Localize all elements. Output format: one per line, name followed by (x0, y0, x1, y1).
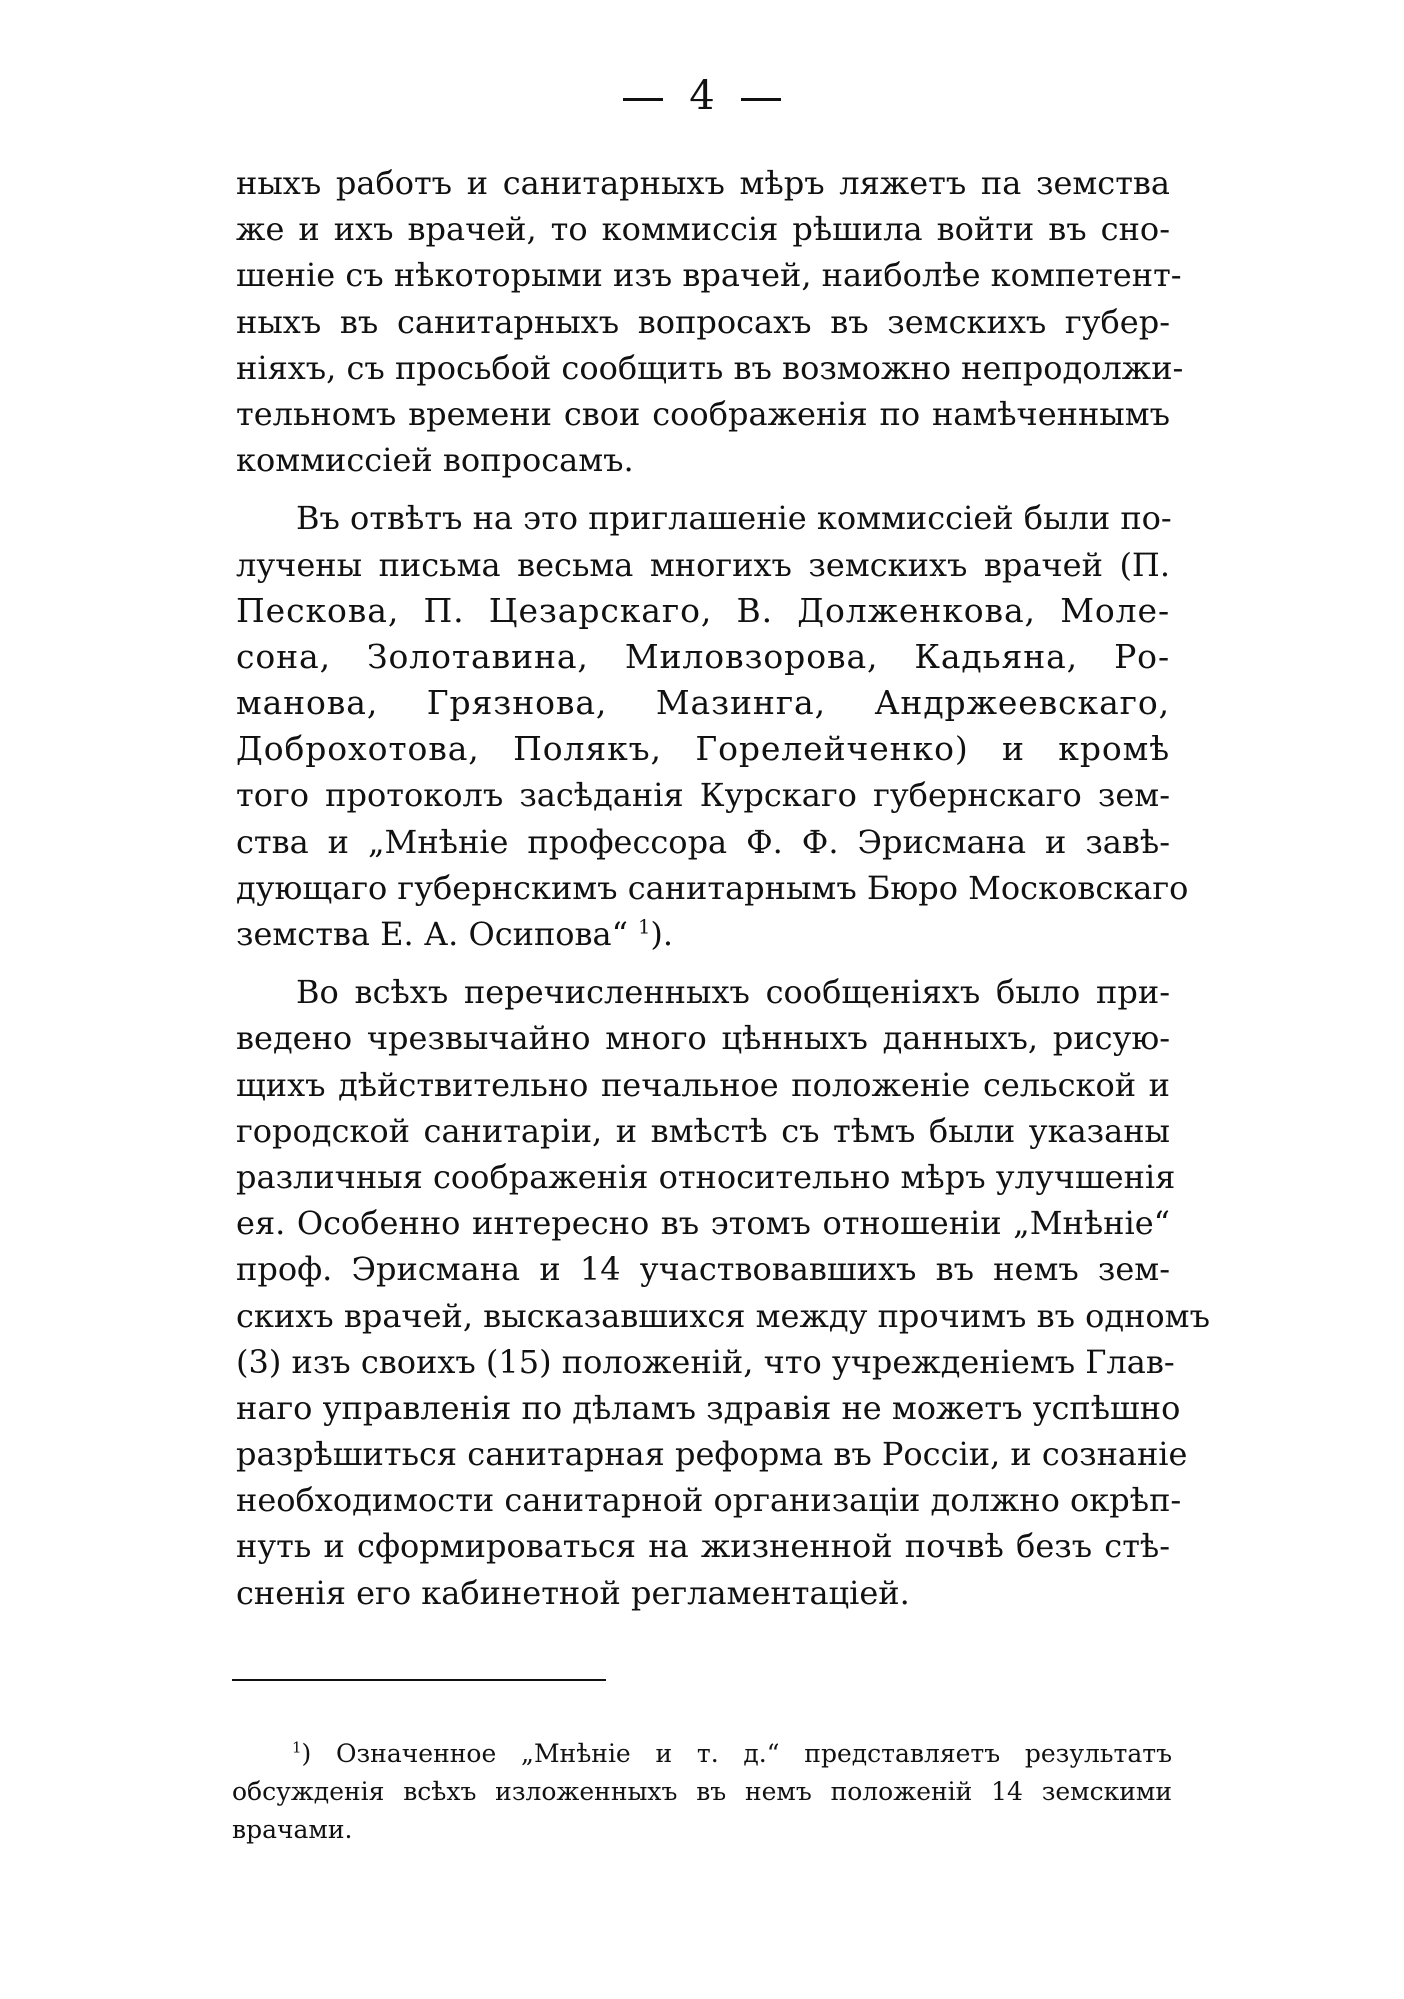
page-number-value: 4 (689, 73, 715, 119)
text-line-with-footnote-ref (236, 911, 1170, 957)
text-line: Въ отвѣтъ на это приглашеніе коммиссіей были по- (296, 499, 1172, 538)
page-number-dash-left (623, 98, 663, 101)
text-line: сненія его кабинетной регламентаціей. (236, 1573, 910, 1612)
text-line: Во всѣхъ перечисленныхъ сообщеніяхъ было при- (296, 973, 1170, 1012)
text-line: ніяхъ, съ просьбой сообщить въ возможно непродолжи- (236, 348, 1184, 387)
text-line: ныхъ въ санитарныхъ вопросахъ въ земскихъ губер- (236, 302, 1170, 341)
text-line: шеніе съ нѣкоторыми изъ врачей, наиболѣе компетент- (236, 256, 1182, 295)
text-line: сона, Золотавина, Миловзорова, Кадьяна, Ро- (236, 636, 1170, 676)
text-line: ства и „Мнѣніе профессора Ф. Ф. Эрисмана и завѣ- (236, 822, 1170, 861)
footnote-divider (232, 1679, 606, 1681)
text-line: Доброхотова, Полякъ, Горелейченко) и кромѣ (236, 729, 1170, 769)
page-number-dash-right (741, 98, 781, 101)
footnote-line: обсужденія всѣхъ изложенныхъ въ немъ положеній 14 земскими (232, 1777, 1172, 1806)
text-line: коммиссіей вопросамъ. (236, 441, 634, 480)
paragraph (236, 495, 1189, 957)
text-line: наго управленія по дѣламъ здравія не можетъ успѣшно (236, 1388, 1181, 1427)
text-line: Пескова, П. Цезарскаго, В. Долженкова, Моле- (236, 590, 1170, 630)
text-line: проф. Эрисмана и 14 участвовавшихъ въ немъ зем- (236, 1250, 1170, 1289)
text-line: же и ихъ врачей, то коммиссія рѣшила войти въ сно- (236, 210, 1170, 249)
footnote-line (232, 1735, 1172, 1773)
text-line: скихъ врачей, высказавшихся между прочимъ въ одномъ (236, 1296, 1210, 1335)
text-line: ныхъ работъ и санитарныхъ мѣръ ляжетъ па земства (236, 164, 1170, 202)
text-line: нуть и сформироваться на жизненной почвѣ безъ стѣ- (236, 1527, 1170, 1566)
text-line: необходимости санитарной организаціи должно окрѣп- (236, 1481, 1182, 1520)
footnote-line: врачами. (232, 1815, 353, 1844)
text-line: ведено чрезвычайно много цѣнныхъ данныхъ, рисую- (236, 1019, 1170, 1058)
paragraph (236, 160, 1184, 483)
text-line: различныя соображенія относительно мѣръ улучшенія (236, 1157, 1176, 1196)
footnote (232, 1735, 1172, 1849)
page-number (0, 72, 1404, 120)
text-line: манова, Грязнова, Мазинга, Андржеевскаго, (236, 683, 1170, 723)
line-suffix: ). (650, 915, 674, 953)
text-line: дующаго губернскимъ санитарнымъ Бюро Московскаго (236, 868, 1189, 907)
text-line: тельномъ времени свои соображенія по намѣченнымъ (236, 394, 1170, 433)
text-line: городской санитаріи, и вмѣстѣ съ тѣмъ были указаны (236, 1111, 1170, 1150)
footnote-marker: 1 (292, 1738, 302, 1757)
footnote-reference: 1 (638, 915, 651, 939)
body-text (236, 160, 1210, 1616)
footnote-text: ) Означенное „Мнѣніе и т. д.“ представляетъ результатъ (301, 1739, 1172, 1768)
text-line: лучены письма весьма многихъ земскихъ врачей (П. (236, 545, 1170, 584)
text-line: земства Е. А. Осипова“ (236, 915, 628, 953)
text-line: того протоколъ засѣданія Курскаго губернскаго зем- (236, 776, 1170, 815)
paragraph (236, 969, 1210, 1616)
text-line: разрѣшиться санитарная реформа въ Россіи, и сознаніе (236, 1435, 1188, 1474)
text-line: ея. Особенно интересно въ этомъ отношеніи „Мнѣніе“ (236, 1204, 1170, 1243)
text-line: (3) изъ своихъ (15) положеній, что учрежденіемъ Глав- (236, 1342, 1175, 1381)
text-line: щихъ дѣйствительно печальное положеніе сельской и (236, 1065, 1170, 1104)
